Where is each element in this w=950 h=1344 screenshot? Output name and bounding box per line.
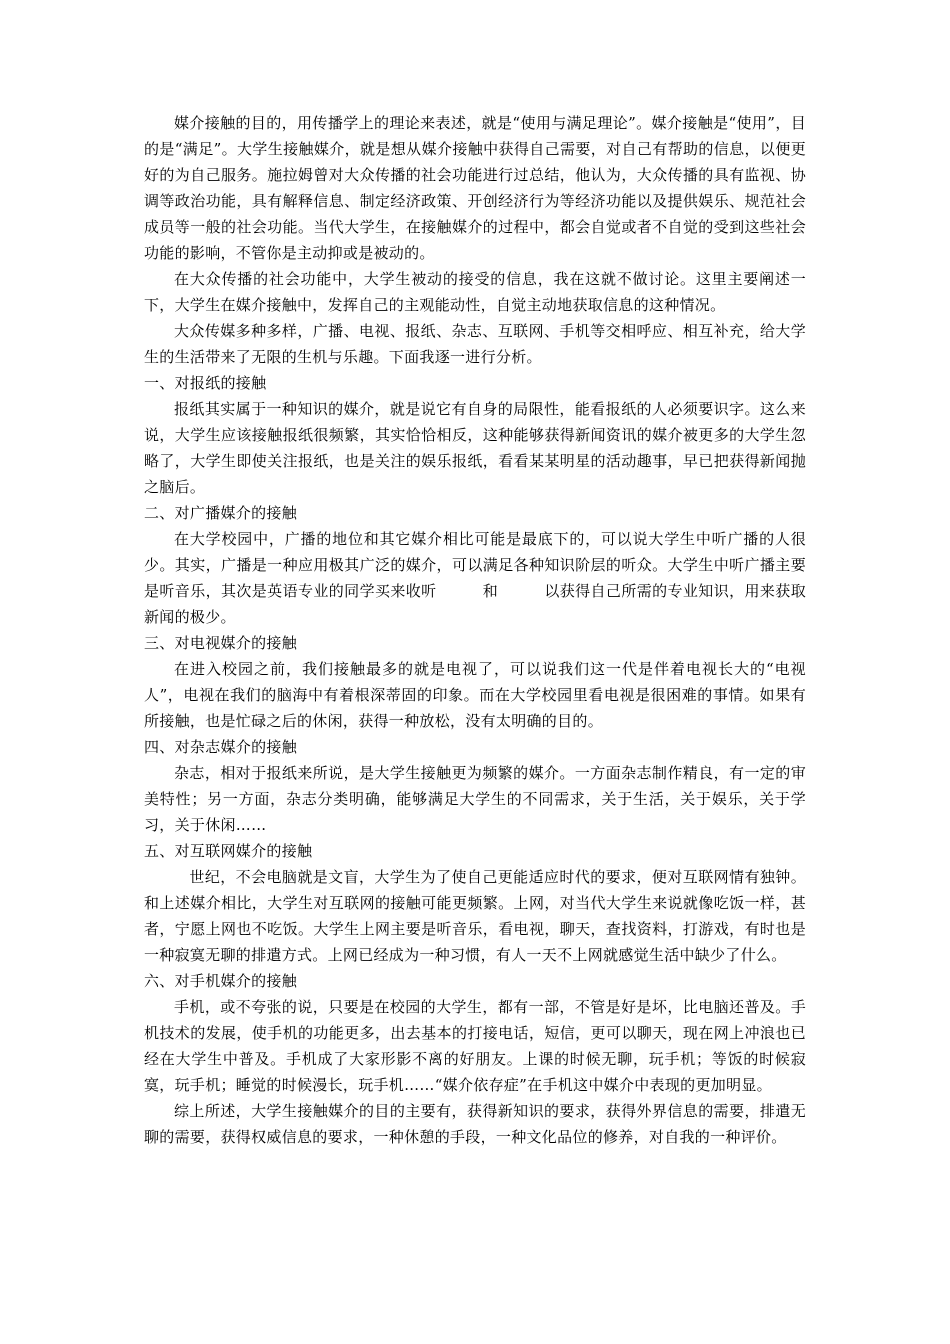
section-paragraph-radio: 在大学校园中，广播的地位和其它媒介相比可能是最底下的，可以说大学生中听广播的人很少。其实，广播是一种应用极其广泛的媒介，可以满足各种知识阶层的听众。大学生中听广播主要是听音乐，其次是英语专业的同学买来收听 和 以获得自己所需的专业知识，用来获取新闻的极少。 (144, 530, 806, 626)
section-heading-radio: 二、对广播媒介的接触 (144, 504, 298, 522)
section-heading-television: 三、对电视媒介的接触 (144, 634, 298, 652)
section-heading-mobile: 六、对手机媒介的接触 (144, 972, 298, 990)
intro-paragraph-3: 大众传媒多种多样，广播、电视、报纸、杂志、互联网、手机等交相呼应、相互补充，给大学生的生活带来了无限的生机与乐趣。下面我逐一进行分析。 (144, 322, 806, 366)
section-heading-internet: 五、对互联网媒介的接触 (144, 842, 313, 860)
section-paragraph-magazine: 杂志，相对于报纸来所说，是大学生接触更为频繁的媒介。一方面杂志制作精良，有一定的审美特性；另一方面，杂志分类明确，能够满足大学生的不同需求，关于生活，关于娱乐，关于学习，关于休闲…… (144, 764, 806, 834)
document-body (144, 110, 806, 1150)
section-paragraph-mobile: 手机，或不夸张的说，只要是在校园的大学生，都有一部，不管是好是坏，比电脑还普及。手机技术的发展，使手机的功能更多，出去基本的打接电话，短信，更可以聊天，现在网上冲浪也已经在大学生中普及。手机成了大家形影不离的好朋友。上课的时候无聊，玩手机；等饭的时候寂寞，玩手机；睡觉的时候漫长，玩手机……“媒介依存症”在手机这中媒介中表现的更加明显。 (144, 998, 806, 1094)
section-paragraph-television: 在进入校园之前，我们接触最多的就是电视了，可以说我们这一代是伴着电视长大的“电视人”，电视在我们的脑海中有着根深蒂固的印象。而在大学校园里看电视是很困难的事情。如果有所接触，也是忙碌之后的休闲，获得一种放松，没有太明确的目的。 (144, 660, 806, 730)
intro-paragraph-1: 媒介接触的目的，用传播学上的理论来表述，就是“使用与满足理论”。媒介接触是“使用”，目的是“满足”。大学生接触媒介，就是想从媒介接触中获得自己需要，对自己有帮助的信息，以便更好的为自己服务。施拉姆曾对大众传播的社会功能进行过总结，他认为，大众传播的具有监视、协调等政治功能，具有解释信息、制定经济政策、开创经济行为等经济功能以及提供娱乐、规范社会成员等一般的社会功能。当代大学生，在接触媒介的过程中，都会自觉或者不自觉的受到这些社会功能的影响，不管你是主动抑或是被动的。 (144, 114, 806, 262)
section-heading-magazine: 四、对杂志媒介的接触 (144, 738, 298, 756)
intro-paragraph-2: 在大众传播的社会功能中，大学生被动的接受的信息，我在这就不做讨论。这里主要阐述一下，大学生在媒介接触中，发挥自己的主观能动性，自觉主动地获取信息的这种情况。 (144, 270, 806, 314)
section-paragraph-internet: 世纪，不会电脑就是文盲，大学生为了使自己更能适应时代的要求，便对互联网情有独钟。和上述媒介相比，大学生对互联网的接触可能更频繁。上网，对当代大学生来说就像吃饭一样，甚者，宁愿上网也不吃饭。大学生上网主要是听音乐，看电视，聊天，查找资料，打游戏，有时也是一种寂寞无聊的排遣方式。上网已经成为一种习惯，有人一天不上网就感觉生活中缺少了什么。 (144, 868, 806, 964)
section-heading-newspaper: 一、对报纸的接触 (144, 374, 267, 392)
conclusion-paragraph: 综上所述，大学生接触媒介的目的主要有，获得新知识的要求，获得外界信息的需要，排遣无聊的需要，获得权威信息的要求，一种休憩的手段，一种文化品位的修养，对自我的一种评价。 (144, 1102, 806, 1146)
section-paragraph-newspaper: 报纸其实属于一种知识的媒介，就是说它有自身的局限性，能看报纸的人必须要识字。这么来说，大学生应该接触报纸很频繁，其实恰恰相反，这种能够获得新闻资讯的媒介被更多的大学生忽略了，大学生即使关注报纸，也是关注的娱乐报纸，看看某某明星的活动趣事，早已把获得新闻抛之脑后。 (144, 400, 806, 496)
